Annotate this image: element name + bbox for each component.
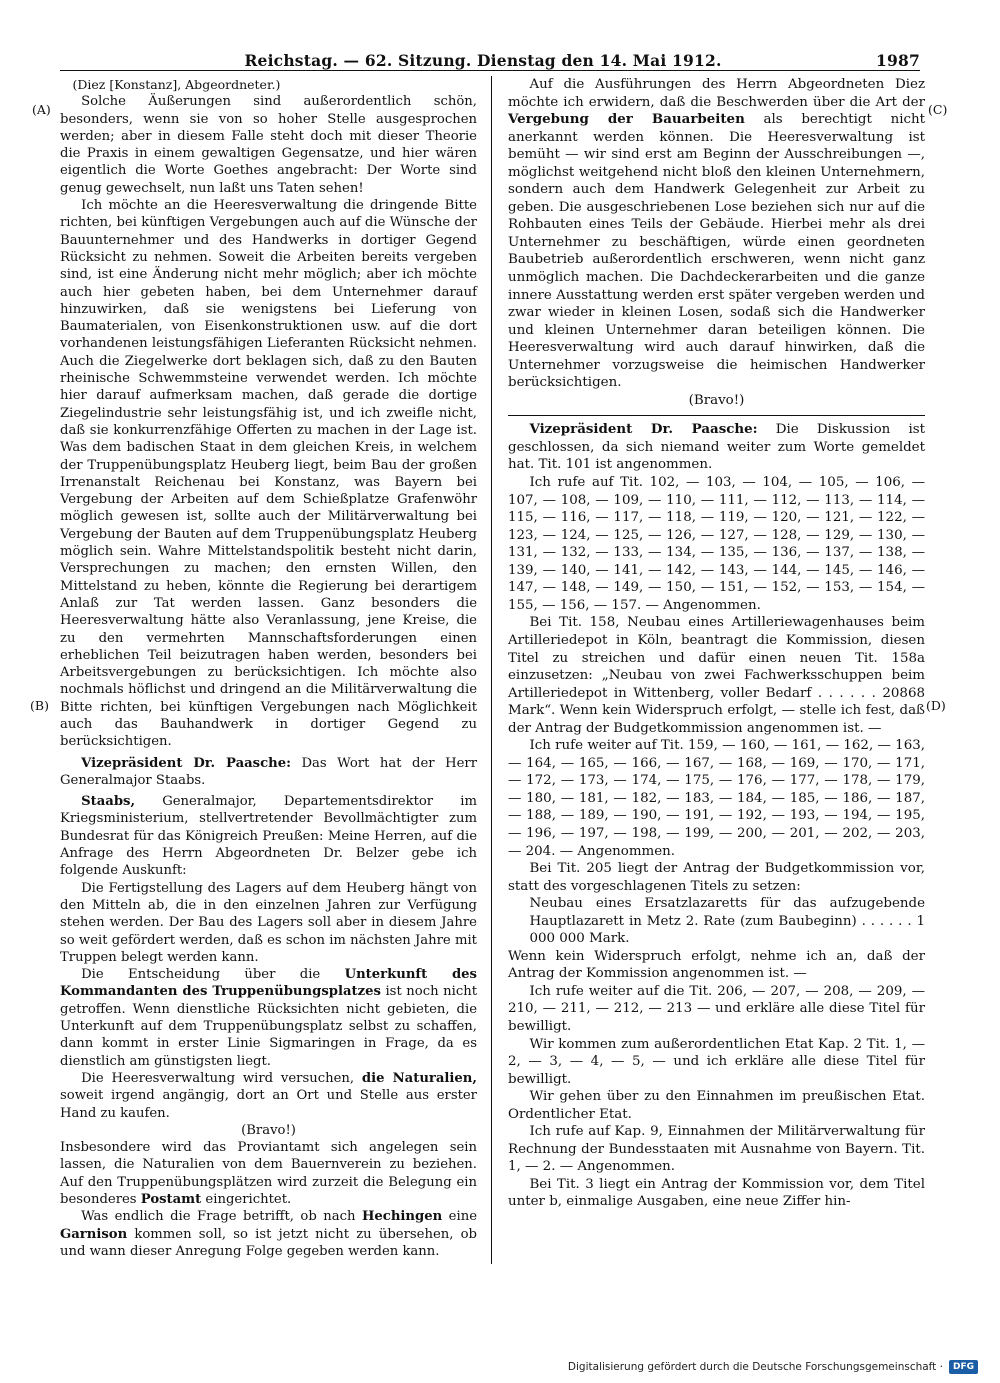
paragraph: Insbesondere wird das Proviantamt sich angelegen sein lassen, die Naturalien von dem Bauernverein zu beziehen. Auf den Truppenübungsplätzen wird zurzeit die Belegung ein besonderes Postamt eingerichtet. (60, 1140, 477, 1207)
paragraph: Wir kommen zum außerordentlichen Etat Kap. 2 Tit. 1, — 2, — 3, — 4, — 5, — und ich erkläre alle diese Titel für bewilligt. (508, 1036, 925, 1087)
section-rule (508, 415, 925, 416)
margin-marker-c: (C) (928, 102, 948, 117)
dfg-logo-icon: DFG (949, 1360, 978, 1374)
interjection: (Bravo!) (241, 1122, 296, 1138)
paragraph: Die Entscheidung über die Unterkunft des Kommandanten des Truppenübungsplatzes ist noch nicht getroffen. Wenn dienstliche Rücksichten nicht gebieten, die Unterkunft auf dem Truppenübungsplatz selbst zu schaffen, dann kommt in erster Linie Sigmaringen in Frage, da es dienstlich am günstigsten liegt. (60, 967, 478, 1069)
page-number: 1987 (876, 51, 920, 70)
emphasis: die Naturalien, (361, 1070, 477, 1086)
paragraph: Solche Äußerungen sind außerordentlich schön, besonders, wenn sie von so hoher Stelle ausgesprochen werden; aber in diesem Falle steht doch mit dieser Theorie die Praxis in einem gewaltigen Gegensatze, und hier wären eigentlich die Worte Goethes angebracht: Der Worte sind genug gewechselt, nun laßt uns Taten sehen! (60, 94, 477, 196)
speaker-name: Staabs, (81, 794, 136, 810)
right-column (508, 76, 925, 1211)
speaker-name: Vizepräsident Dr. Paasche: (529, 421, 758, 438)
emphasis: Vergebung der Bauarbeiten (508, 111, 745, 128)
running-title: Reichstag. — 62. Sitzung. Dienstag den 14. Mai 1912. (244, 51, 722, 70)
paragraph: Bei Tit. 3 liegt ein Antrag der Kommission vor, dem Titel unter b, einmalige Ausgaben, eine neue Ziffer hin- (508, 1176, 925, 1210)
page-header (60, 44, 920, 71)
paragraph: Ich möchte an die Heeresverwaltung die dringende Bitte richten, bei künftigen Vergebungen auch auf die Wünsche der Bauunternehmer und des Handwerks in dortiger Gegend Rücksicht zu nehmen. Soweit die Arbeiten bereits vergeben sind, ist eine Änderung nicht mehr möglich; aber ich möchte auch hier gebeten haben, bei dem Unternehmer darauf hinzuwirken, daß sie wenigstens bei Lieferung von Baumaterialen, von Eisenkonstruktionen usw. auf die dort vorhandenen leistungsfähigen Lieferanten Rücksicht nehmen. Auch die Ziegelwerke dort beklagen sich, daß zu den Bauten rheinische Schwemmsteine verwendet werden. Ich möchte hier darauf aufmerksam machen, daß gerade die dortige Ziegelindustrie sehr leistungsfähig ist, und ich zweifle nicht, daß sie konkurrenzfähige Offerten zu machen in der Lage ist. Was dem badischen Staat in dem gleichen Kreis, in welchem der Truppenübungsplatz Heuberg liegt, beim Bau der großen Irrenanstalt Reichenau bei Konstanz, was Bayern bei Vergebung der Arbeiten auf dem Schießplatze Grafenwöhr möglich gewesen ist, sollte auch der Militärverwaltung bei Vergebung der Bauten auf dem Truppenübungsplatz Heuberg möglich sein. Wahre Mittelstandspolitik besteht nicht darin, Versprechungen zu machen; den ernsten Willen, den Mittelstand zu heben, könnte die Regierung bei derartigem Anlaß zur Tat werden lassen. Ganz besonders die Heeresverwaltung hätte also Veranlassung, jene Kreise, die zu den vermehrten Mannschaftsforderungen einen erheblichen Teil beizutragen haben werden, besonders bei Arbeitsvergebungen zu berücksichtigen. Ich möchte also nochmals höflichst und dringend an die Militärverwaltung die Bitte richten, bei künftigen Vergebungen nach Möglichkeit auch das Bauhandwerk in dortiger Gegend zu berücksichtigen. (60, 198, 477, 750)
left-column (60, 76, 477, 1260)
speaker-name: Vizepräsident Dr. Paasche: (81, 755, 291, 771)
paragraph: Was endlich die Frage betrifft, ob nach Hechingen eine Garnison kommen soll, so ist jetzt nicht zu übersehen, ob und wann dieser Anregung Folge gegeben werden kann. (60, 1209, 477, 1259)
margin-marker-b: (B) (30, 698, 49, 713)
speaker-byline: (Diez [Konstanz], Abgeordneter.) (72, 77, 281, 92)
quoted-item: Neubau eines Ersatzlazaretts für das aufzugebende Hauptlazarett in Metz 2. Rate (zum Baubeginn) . . . . . . 1 000 000 Mark. (529, 896, 925, 947)
margin-marker-a: (A) (32, 102, 51, 117)
emphasis: Postamt (140, 1192, 202, 1207)
paragraph: Ich rufe auf Kap. 9, Einnahmen der Militärverwaltung für Rechnung der Bundesstaaten mit Ausnahme von Bayern. Tit. 1, — 2. — Angenommen. (508, 1124, 925, 1175)
paragraph: Die Fertigstellung des Lagers auf dem Heuberg hängt von den Mitteln ab, die in den einzelnen Jahren zur Verfügung stehen werden. Der Bau des Lagers soll aber in diesem Jahre so weit gefördert werden, daß es schon im nächsten Jahre mit Truppen belegt werden kann. (60, 880, 477, 965)
margin-marker-d: (D) (926, 698, 946, 713)
paragraph: Ich rufe auf Tit. 102, — 103, — 104, — 105, — 106, — 107, — 108, — 109, — 110, — 111, — 112, — 113, — 114, — 115, — 116, — 117, — 118, — 119, — 120, — 121, — 122, — 123, — 124, — 125, — 126, — 127, — 128, — 129, — 130, — 131, — 132, — 133, — 134, — 135, — 136, — 137, — 138, — 139, — 140, — 141, — 142, — 143, — 144, — 145, — 146, — 147, — 148, — 149, — 150, — 151, — 152, — 153, — 154, — 155, — 156, — 157. — Angenommen. (508, 475, 925, 613)
emphasis: Unterkunft des Kommandanten des Truppenübungsplatzes (60, 967, 477, 1000)
paragraph: Auf die Ausführungen des Herrn Abgeordneten Diez möchte ich erwidern, daß die Beschwerden über die Art der Vergebung der Bauarbeiten als berechtigt nicht anerkannt werden können. Die Heeresverwaltung ist bemüht — wir sind erst am Beginn der Ausschreibungen —, möglichst weitgehend nicht bloß den kleinen Unternehmern, sondern auch dem Handwerk Gelegenheit zur Arbeit zu geben. Die ausgeschriebenen Lose beziehen sich nur auf die Rohbauten eines Teils der Gebäude. Hierbei mehr als drei Unternehmer zu beschäftigen, würde einen geordneten Baubetrieb außerordentlich erschweren, wenn nicht ganz unmöglich machen. Die Dachdeckerarbeiten und die ganze innere Ausstattung werden erst später vergeben werden und zwar wieder in kleinen Losen, sodaß sich die Handwerker und kleinen Unternehmer daran beteiligen können. Die Heeresverwaltung wird auch darauf hinwirken, daß die Unternehmer vorzugsweise die heimischen Handwerker berücksichtigen. (508, 77, 925, 391)
speaker-paragraph: Vizepräsident Dr. Paasche: Die Diskussion ist geschlossen, da sich niemand weiter zum Worte gemeldet hat. Tit. 101 ist angenommen. (508, 421, 926, 473)
speaker-paragraph: Vizepräsident Dr. Paasche: Das Wort hat der Herr Generalmajor Staabs. (60, 755, 478, 788)
emphasis: Hechingen (361, 1209, 443, 1225)
digitization-credit (568, 1360, 978, 1374)
column-divider (491, 76, 492, 1264)
paragraph: Wenn kein Widerspruch erfolgt, nehme ich an, daß der Antrag der Kommission angenommen ist. — (508, 948, 925, 982)
paragraph: Ich rufe weiter auf die Tit. 206, — 207, — 208, — 209, — 210, — 211, — 212, — 213 — und erkläre alle diese Titel für bewilligt. (508, 983, 925, 1034)
paragraph: Die Heeresverwaltung wird versuchen, die Naturalien, soweit irgend angängig, dort an Ort und Stelle aus erster Hand zu kaufen. (60, 1070, 477, 1121)
paragraph: Wir gehen über zu den Einnahmen im preußischen Etat. Ordentlicher Etat. (508, 1089, 925, 1122)
emphasis: Garnison (60, 1226, 128, 1242)
paragraph: Bei Tit. 158, Neubau eines Artilleriewagenhauses beim Artilleriedepot in Köln, beantragt die Kommission, diesen Titel zu streichen und dafür einen neuen Tit. 158a einzusetzen: „Neubau von zwei Fachwerksschuppen beim Artilleriedepot in Wittenberg, voller Bedarf . . . . . . 20868 Mark“. Wenn kein Widerspruch erfolgt, — stelle ich fest, daß der Antrag der Budgetkommission angenommen ist. — (508, 615, 925, 736)
credit-text: Digitalisierung gefördert durch die Deutsche Forschungsgemeinschaft · (567, 1361, 943, 1373)
paragraph: Ich rufe weiter auf Tit. 159, — 160, — 161, — 162, — 163, — 164, — 165, — 166, — 167, — 168, — 169, — 170, — 171, — 172, — 173, — 174, — 175, — 176, — 177, — 178, — 179, — 180, — 181, — 182, — 183, — 184, — 185, — 186, — 187, — 188, — 189, — 190, — 191, — 192, — 193, — 194, — 195, — 196, — 197, — 198, — 199, — 200, — 201, — 202, — 203, — 204. — Angenommen. (508, 738, 925, 859)
paragraph: Bei Tit. 205 liegt der Antrag der Budgetkommission vor, statt des vorgeschlagenen Titels zu setzen: (508, 861, 925, 894)
interjection: (Bravo!) (688, 392, 745, 408)
speaker-paragraph: Staabs, Generalmajor, Departementsdirektor im Kriegsministerium, stellvertretender Bevollmächtigter zum Bundesrat für das Königreich Preußen: Meine Herren, auf die Anfrage des Herrn Abgeordneten Dr. Belzer gebe ich folgende Auskunft: (60, 794, 477, 879)
